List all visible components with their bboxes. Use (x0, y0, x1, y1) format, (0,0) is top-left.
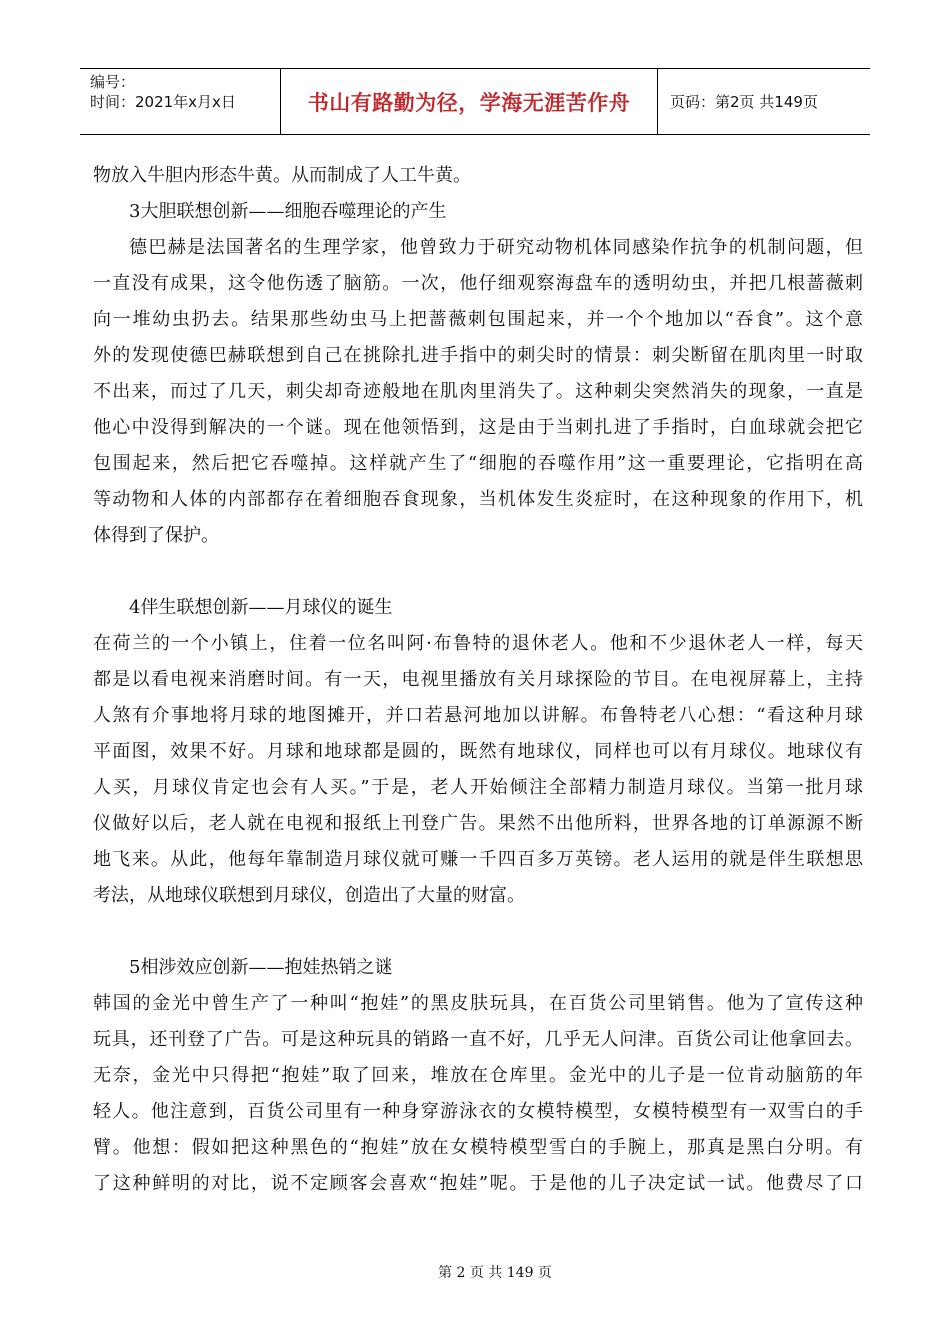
paragraph-line: 等动物和人体的内部都存在着细胞吞食现象，当机体发生炎症时，在这种现象的作用下，机 (93, 489, 863, 510)
header-motto: 书山有路勤为径，学海无涯苦作舟 (281, 69, 658, 134)
paragraph-line: 向一堆幼虫扔去。结果那些幼虫马上把蔷薇刺包围起来，并一个个地加以“吞食”。这个意 (93, 309, 863, 330)
paragraph-line: 地飞来。从此，他每年靠制造月球仪就可赚一千四百多万英镑。老人运用的就是伴生联想思 (93, 849, 863, 870)
paragraph-line: 不出来，而过了几天，刺尖却奇迹般地在肌肉里消失了。这种刺尖突然消失的现象，一直是 (93, 381, 863, 402)
page-footer: 第 2 页 共 149 页 (438, 1265, 552, 1281)
document-number-label: 编号： (90, 73, 136, 91)
paragraph-line: 仪做好以后，老人就在电视和报纸上刊登广告。果然不出他所料，世界各地的订单源源不断 (93, 813, 863, 834)
paragraph-line: 臂。他想：假如把这种黑色的“抱娃”放在女模特模型雪白的手腕上，那真是黑白分明。有 (93, 1137, 863, 1158)
paragraph-line: 物放入牛胆内形态牛黄。从而制成了人工牛黄。 (93, 165, 471, 186)
paragraph-line: 德巴赫是法国著名的生理学家，他曾致力于研究动物机体同感染作抗争的机制问题，但 (129, 237, 863, 258)
paragraph-line: 人煞有介事地将月球的地图摊开，并口若悬河地加以讲解。布鲁特老八心想：“看这种月球 (93, 705, 863, 726)
paragraph-line: 他心中没得到解决的一个谜。现在他领悟到，这是由于当刺扎进了手指时，白血球就会把它 (93, 417, 863, 438)
section-heading-5: 5相涉效应创新——抱娃热销之谜 (129, 957, 393, 978)
page-header (80, 68, 870, 135)
paragraph-line: 考法，从地球仪联想到月球仪，创造出了大量的财富。 (93, 885, 525, 906)
paragraph-line: 人买，月球仪肯定也会有人买。”于是，老人开始倾注全部精力制造月球仪。当第一批月球 (93, 777, 863, 798)
paragraph-line: 一直没有成果，这令他伤透了脑筋。一次，他仔细观察海盘车的透明幼虫，并把几根蔷薇刺 (93, 273, 863, 294)
header-page-number: 页码：第2页 共149页 (670, 93, 818, 111)
paragraph-gap (93, 914, 863, 950)
header-meta (80, 69, 281, 134)
paragraph-line: 体得到了保护。 (93, 525, 219, 546)
paragraph-gap (93, 554, 863, 590)
paragraph-line: 外的发现使德巴赫联想到自己在挑除扎进手指中的刺尖时的情景：刺尖断留在肌肉里一时取 (93, 345, 863, 366)
document-date-label: 时间：2021年x月x日 (90, 93, 236, 111)
document-body (93, 158, 863, 1202)
paragraph-line: 在荷兰的一个小镇上，住着一位名叫阿·布鲁特的退休老人。他和不少退休老人一样，每天 (93, 633, 863, 654)
paragraph-line: 无奈，金光中只得把“抱娃”取了回来，堆放在仓库里。金光中的儿子是一位肯动脑筋的年 (93, 1065, 863, 1086)
paragraph-line: 轻人。他注意到，百货公司里有一种身穿游泳衣的女模特模型，女模特模型有一双雪白的手 (93, 1101, 863, 1122)
section-heading-3: 3大胆联想创新——细胞吞噬理论的产生 (129, 201, 447, 222)
paragraph-line: 包围起来，然后把它吞噬掉。这样就产生了“细胞的吞噬作用”这一重要理论，它指明在高 (93, 453, 863, 474)
paragraph-line: 玩具，还刊登了广告。可是这种玩具的销路一直不好，几乎无人问津。百货公司让他拿回去。 (93, 1029, 863, 1050)
section-heading-4: 4伴生联想创新——月球仪的诞生 (129, 597, 393, 618)
paragraph-line: 都是以看电视来消磨时间。有一天，电视里播放有关月球探险的节目。在电视屏幕上，主持 (93, 669, 863, 690)
paragraph-line: 了这种鲜明的对比，说不定顾客会喜欢“抱娃”呢。于是他的儿子决定试一试。他费尽了口 (93, 1173, 863, 1194)
paragraph-line: 韩国的金光中曾生产了一种叫“抱娃”的黑皮肤玩具，在百货公司里销售。他为了宣传这种 (93, 993, 863, 1014)
paragraph-line: 平面图，效果不好。月球和地球都是圆的，既然有地球仪，同样也可以有月球仪。地球仪有 (93, 741, 863, 762)
